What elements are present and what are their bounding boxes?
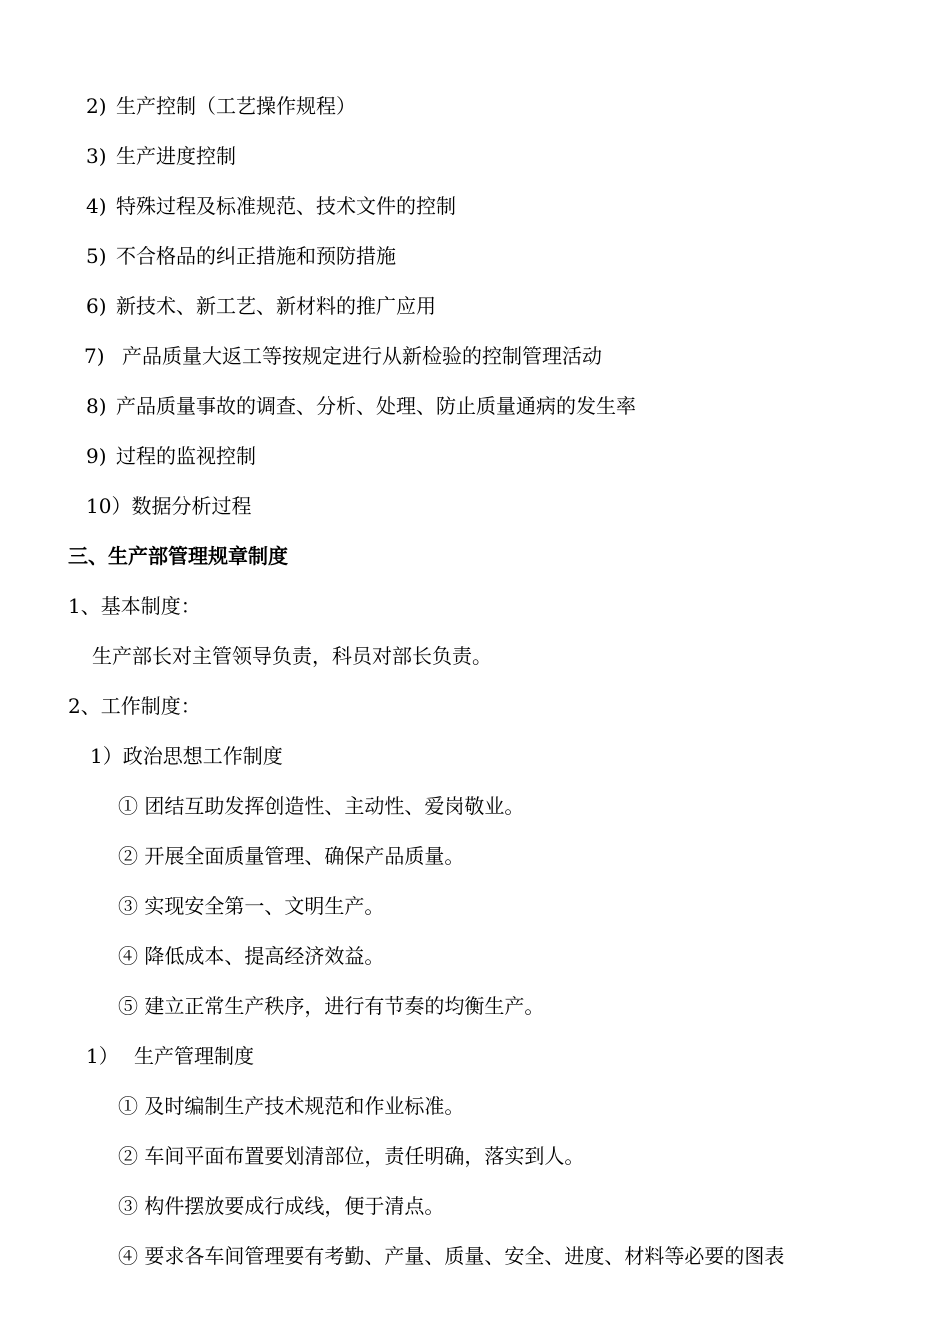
production-item: ② 车间平面布置要划清部位，责任明确，落实到人。 <box>118 1144 585 1168</box>
list-item-text: 新技术、新工艺、新材料的推广应用 <box>116 294 436 318</box>
list-item-number: 9) <box>86 444 107 468</box>
list-item-number: 2) <box>86 94 107 118</box>
political-item: ③ 实现安全第一、文明生产。 <box>118 894 385 918</box>
list-item-number: 3) <box>86 144 107 168</box>
list-item-number: 7) <box>84 344 105 368</box>
list-item <box>86 293 436 319</box>
list-item-number: 4) <box>86 194 107 218</box>
list-item-number: 8) <box>86 394 107 418</box>
basic-rules-heading: 1、基本制度： <box>68 594 201 618</box>
political-item: ① 团结互助发挥创造性、主动性、爱岗敬业。 <box>118 794 525 818</box>
production-management-number: 1） <box>86 1044 119 1068</box>
list-item-text: 生产进度控制 <box>116 144 236 168</box>
list-item-text: 10）数据分析过程 <box>86 494 252 518</box>
political-work-heading: 1）政治思想工作制度 <box>90 744 283 768</box>
list-item-text: 特殊过程及标准规范、技术文件的控制 <box>116 194 456 218</box>
list-item <box>86 93 356 119</box>
work-rules-heading: 2、工作制度： <box>68 694 201 718</box>
production-management-title: 生产管理制度 <box>134 1044 254 1068</box>
basic-rules-text: 生产部长对主管领导负责，科员对部长负责。 <box>92 644 492 668</box>
list-item-number: 6) <box>86 294 107 318</box>
production-item: ① 及时编制生产技术规范和作业标准。 <box>118 1094 465 1118</box>
production-item: ③ 构件摆放要成行成线，便于清点。 <box>118 1194 445 1218</box>
list-item <box>86 493 251 519</box>
political-item: ④ 降低成本、提高经济效益。 <box>118 944 385 968</box>
list-item <box>86 243 396 269</box>
list-item-text: 不合格品的纠正措施和预防措施 <box>116 244 396 268</box>
political-item: ② 开展全面质量管理、确保产品质量。 <box>118 844 465 868</box>
list-item-text: 产品质量事故的调查、分析、处理、防止质量通病的发生率 <box>116 394 636 418</box>
list-item <box>84 343 602 369</box>
list-item <box>86 443 256 469</box>
list-item <box>86 193 456 219</box>
list-item-text: 产品质量大返工等按规定进行从新检验的控制管理活动 <box>122 344 602 368</box>
list-item <box>86 143 236 169</box>
production-management-heading <box>86 1043 254 1069</box>
section-heading: 三、生产部管理规章制度 <box>68 544 288 568</box>
list-item-number: 5) <box>86 244 107 268</box>
production-item: ④ 要求各车间管理要有考勤、产量、质量、安全、进度、材料等必要的图表 <box>118 1244 785 1268</box>
list-item <box>86 393 636 419</box>
political-item: ⑤ 建立正常生产秩序，进行有节奏的均衡生产。 <box>118 994 545 1018</box>
list-item-text: 生产控制（工艺操作规程） <box>116 94 356 118</box>
list-item-text: 过程的监视控制 <box>116 444 256 468</box>
